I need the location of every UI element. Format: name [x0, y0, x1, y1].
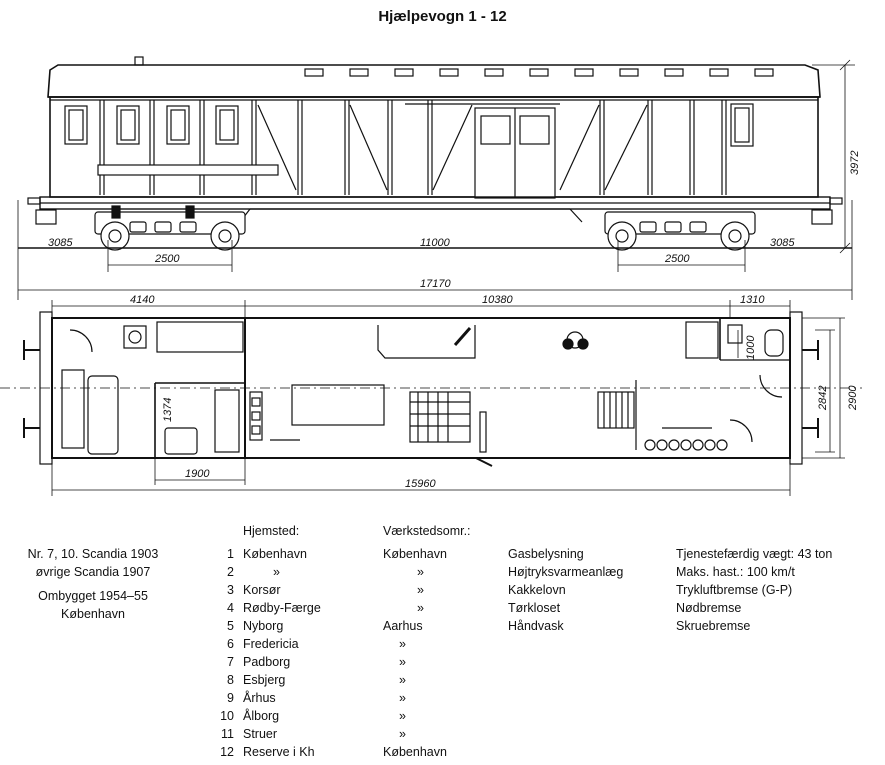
works-cell: » — [399, 691, 406, 705]
features-list — [508, 545, 623, 635]
specs-list — [676, 545, 832, 635]
plan-view — [24, 312, 818, 466]
spec-item: Trykluftbremse (G-P) — [676, 583, 793, 597]
dim-side-left: 3085 — [48, 237, 73, 249]
workshop-areas — [383, 545, 447, 761]
dim-bogie-right: 2500 — [665, 253, 690, 265]
row-num: 3 — [227, 583, 234, 597]
works-cell: » — [399, 673, 406, 687]
dim-plan-outer-width: 2900 — [847, 385, 859, 410]
works-cell: » — [417, 565, 424, 579]
row-numbers — [212, 545, 234, 761]
home-cell: Nyborg — [243, 619, 284, 633]
note-line: øvrige Scandia 1907 — [35, 565, 151, 579]
row-num: 10 — [220, 709, 234, 723]
row-num: 8 — [227, 673, 234, 687]
header-works: Værkstedsomr.: — [383, 524, 471, 538]
feature-item: Højtryksvarmeanlæg — [508, 565, 624, 579]
home-cell: Struer — [243, 727, 278, 741]
works-cell: København — [383, 745, 447, 759]
feature-item: Håndvask — [508, 619, 564, 633]
dim-plan-right: 1310 — [740, 294, 765, 306]
home-cell: » — [273, 565, 280, 579]
row-num: 12 — [220, 745, 234, 759]
dim-plan-room: 1900 — [185, 468, 210, 480]
dim-height: 3972 — [849, 150, 861, 175]
home-cell: Rødby-Færge — [243, 601, 321, 615]
home-cell: Esbjerg — [243, 673, 286, 687]
spec-item: Skruebremse — [676, 619, 751, 633]
home-cell: Reserve i Kh — [243, 745, 315, 759]
works-cell: » — [417, 583, 424, 597]
dim-bogie-left: 2500 — [155, 253, 180, 265]
spec-item: Maks. hast.: 100 km/t — [676, 565, 795, 579]
row-num: 2 — [227, 565, 234, 579]
works-cell: » — [399, 637, 406, 651]
home-stations — [243, 545, 321, 761]
note-line: København — [61, 607, 125, 621]
spec-item: Tjenestefærdig vægt: 43 ton — [676, 547, 833, 561]
home-cell: Korsør — [243, 583, 281, 597]
note-line: Nr. 7, 10. Scandia 1903 — [27, 547, 159, 561]
dim-plan-1000: 1000 — [745, 335, 757, 360]
build-notes — [8, 545, 178, 623]
row-num: 6 — [227, 637, 234, 651]
dim-side-middle: 11000 — [420, 237, 450, 249]
works-cell: » — [417, 601, 424, 615]
feature-item: Tørkloset — [508, 601, 561, 615]
home-cell: Fredericia — [243, 637, 299, 651]
home-cell: København — [243, 547, 307, 561]
works-cell: » — [399, 655, 406, 669]
dim-side-right: 3085 — [770, 237, 795, 249]
dim-plan-1374: 1374 — [162, 397, 174, 422]
row-num: 5 — [227, 619, 234, 633]
works-cell: » — [399, 709, 406, 723]
right-bogie — [605, 212, 755, 250]
note-line: Ombygget 1954–55 — [38, 589, 148, 603]
dim-total-length: 17170 — [420, 278, 451, 290]
home-cell: Ålborg — [243, 709, 280, 723]
home-cell: Århus — [243, 691, 276, 705]
works-cell: » — [399, 727, 406, 741]
row-num: 7 — [227, 655, 234, 669]
left-bogie — [95, 206, 245, 250]
row-num: 9 — [227, 691, 234, 705]
works-cell: København — [383, 547, 447, 561]
works-cell: Aarhus — [383, 619, 423, 633]
dim-plan-inner-width: 2842 — [817, 385, 829, 410]
row-num: 1 — [227, 547, 234, 561]
dim-plan-left: 4140 — [130, 294, 155, 306]
dim-plan-middle: 10380 — [482, 294, 513, 306]
page-title: Hjælpevogn 1 - 12 — [378, 8, 507, 25]
feature-item: Kakkelovn — [508, 583, 566, 597]
row-num: 11 — [221, 727, 234, 741]
row-num: 4 — [227, 601, 234, 615]
header-home: Hjemsted: — [243, 524, 300, 538]
feature-item: Gasbelysning — [508, 547, 584, 561]
home-cell: Padborg — [243, 655, 291, 669]
spec-item: Nødbremse — [676, 601, 742, 615]
dim-plan-total: 15960 — [405, 478, 436, 490]
